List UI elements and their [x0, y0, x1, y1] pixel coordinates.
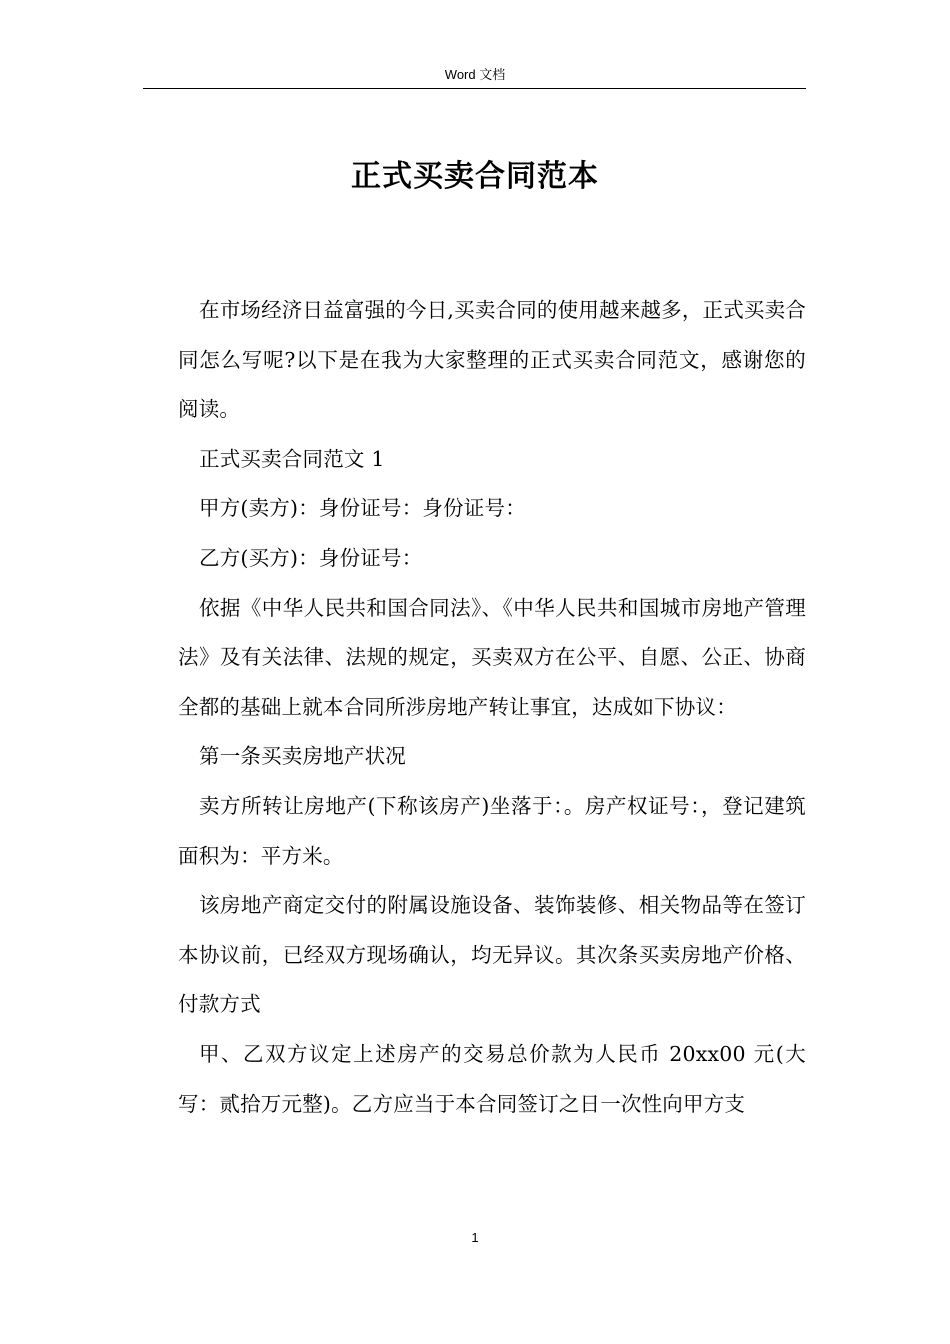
body-paragraph: 第一条买卖房地产状况 — [199, 744, 406, 769]
document-body — [178, 286, 806, 1129]
body-paragraph: 甲方(卖方)：身份证号：身份证号： — [199, 496, 526, 521]
body-paragraph: 卖方所转让房地产(下称该房产)坐落于：。房产权证号：，登记建筑面积为：平方米。 — [178, 793, 806, 868]
page-header: Word 文档 — [444, 67, 506, 82]
body-paragraph: 甲、乙双方议定上述房产的交易总价款为人民币 20xx00 元(大写：贰拾万元整)。乙方应当于本合同签订之日一次性向甲方支 — [178, 1041, 806, 1116]
body-paragraph: 乙方(买方)：身份证号： — [199, 545, 423, 570]
body-paragraph: 正式买卖合同范文 1 — [199, 446, 385, 471]
body-paragraph: 在市场经济日益富强的今日,买卖合同的使用越来越多，正式买卖合同怎么写呢?以下是在我为大家整理的正式买卖合同范文，感谢您的阅读。 — [178, 298, 807, 422]
document-title: 正式买卖合同范本 — [351, 159, 599, 194]
header-divider — [143, 88, 806, 89]
page-number: 1 — [471, 1230, 479, 1245]
body-paragraph: 该房地产商定交付的附属设施设备、装饰装修、相关物品等在签订本协议前，已经双方现场确认，均无异议。其次条买卖房地产价格、付款方式 — [178, 893, 806, 1017]
body-paragraph: 依据《中华人民共和国合同法》、《中华人民共和国城市房地产管理法》及有关法律、法规的规定，买卖双方在公平、自愿、公正、协商全都的基础上就本合同所涉房地产转让事宜，达成如下协议： — [178, 595, 806, 719]
